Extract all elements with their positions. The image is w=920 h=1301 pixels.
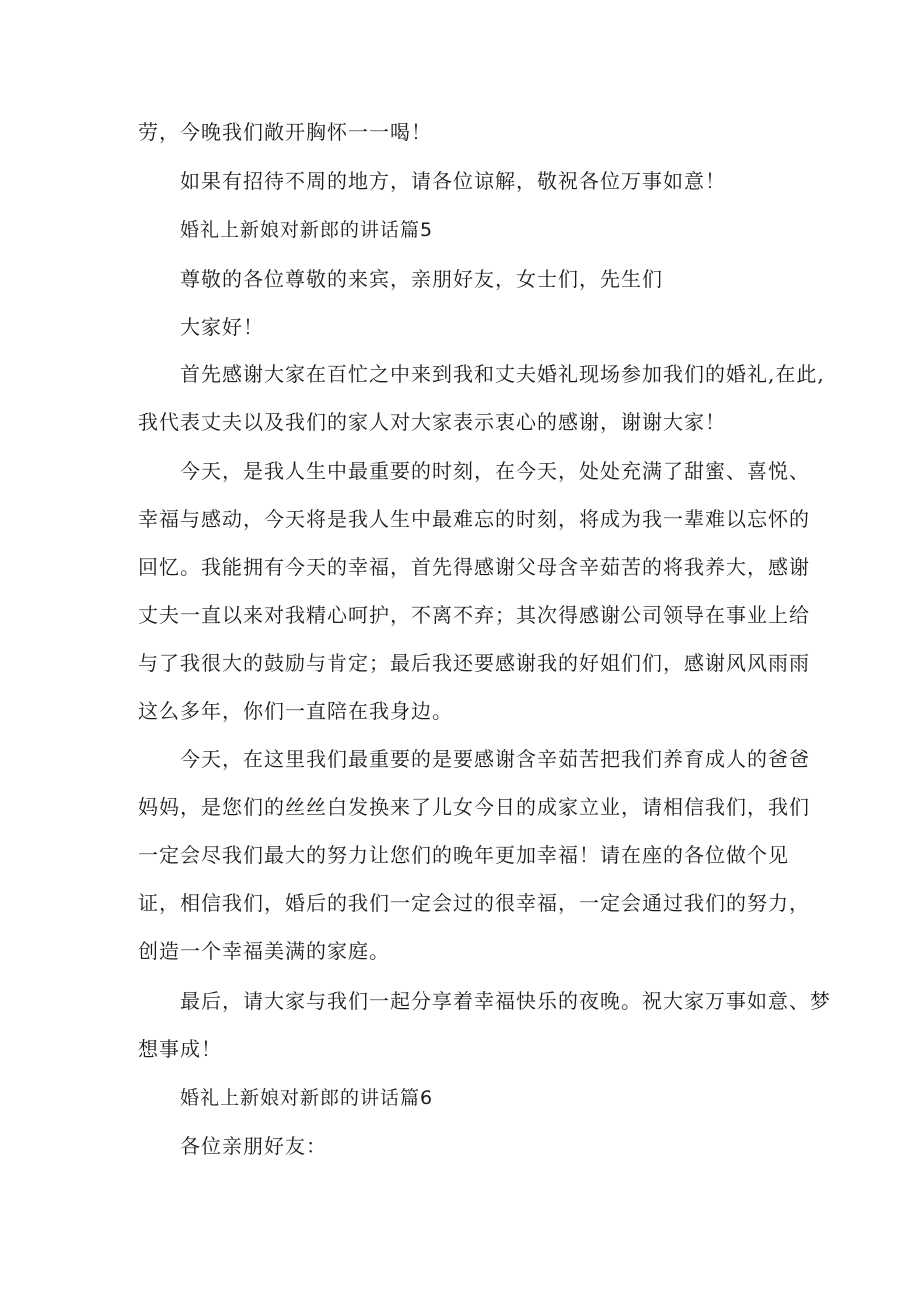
text-line: 最后，请大家与我们一起分享着幸福快乐的夜晚。祝大家万事如意、梦	[180, 989, 831, 1013]
text-line: 与了我很大的鼓励与肯定；最后我还要感谢我的好姐们们，感谢风风雨雨	[138, 651, 810, 675]
text-line: 尊敬的各位尊敬的来宾，亲朋好友，女士们，先生们	[180, 267, 663, 291]
text-line: 想事成！	[138, 1037, 222, 1061]
text-line: 我代表丈夫以及我们的家人对大家表示衷心的感谢，谢谢大家！	[138, 410, 726, 434]
text-line: 创造一个幸福美满的家庭。	[138, 939, 390, 963]
text-line: 劳，今晚我们敞开胸怀一一喝！	[138, 120, 432, 144]
text-line: 丈夫一直以来对我精心呵护，不离不弃；其次得感谢公司领导在事业上给	[138, 603, 810, 627]
text-line: 各位亲朋好友：	[180, 1134, 327, 1158]
text-line: 如果有招待不周的地方，请各位谅解，敬祝各位万事如意！	[180, 169, 726, 193]
text-line: 一定会尽我们最大的努力让您们的晚年更加幸福！请在座的各位做个见	[138, 843, 789, 867]
section-heading: 婚礼上新娘对新郎的讲话篇5	[180, 219, 434, 241]
text-line: 证，相信我们，婚后的我们一定会过的很幸福，一定会通过我们的努力，	[138, 891, 810, 915]
text-line: 妈妈，是您们的丝丝白发换来了儿女今日的成家立业，请相信我们，我们	[138, 795, 810, 819]
text-line: 回忆。我能拥有今天的幸福，首先得感谢父母含辛茹苦的将我养大，感谢	[138, 555, 810, 579]
text-line: 这么多年，你们一直陪在我身边。	[138, 699, 453, 723]
text-line: 今天，是我人生中最重要的时刻，在今天，处处充满了甜蜜、喜悦、	[180, 459, 810, 483]
text-line: 首先感谢大家在百忙之中来到我和丈夫婚礼现场参加我们的婚礼,在此,	[180, 362, 825, 386]
text-line: 幸福与感动，今天将是我人生中最难忘的时刻，将成为我一辈难以忘怀的	[138, 507, 810, 531]
text-line: 大家好！	[180, 315, 264, 339]
text-line: 今天，在这里我们最重要的是要感谢含辛茹苦把我们养育成人的爸爸	[180, 747, 810, 771]
section-heading: 婚礼上新娘对新郎的讲话篇6	[180, 1087, 434, 1109]
